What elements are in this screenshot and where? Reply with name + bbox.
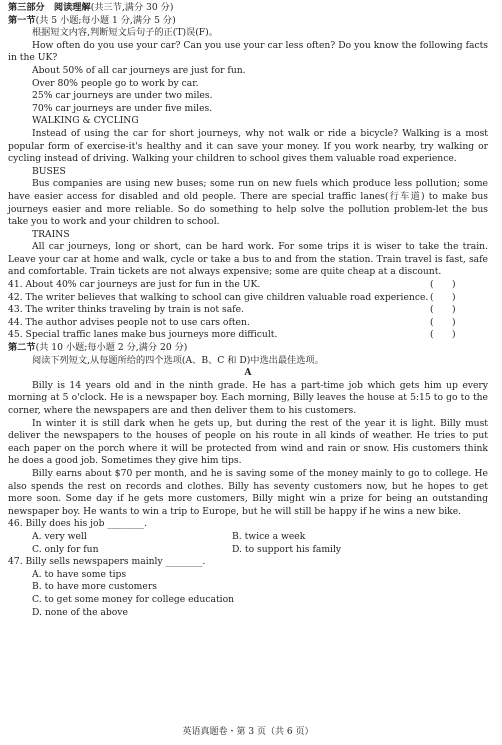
para-trains: All car journeys, long or short, can be hard work. For some trips it is wiser to take the train. Leave your car at home and walk, cycle or take a bus to and from the station. Train travel is fast, safe and comfortable. Train tickets are not always expensive; some are quite cheap at a discount. — [8, 241, 488, 278]
page-footer: 英语真题卷・第 3 页（共 6 页） — [182, 727, 314, 737]
part3-title: 第三部分 阅读理解 — [8, 2, 91, 13]
passage-label: A — [244, 367, 252, 379]
question-46-option-b[interactable]: B. twice a week — [232, 530, 306, 542]
heading-walking: WALKING & CYCLING — [32, 115, 139, 127]
section2-heading — [8, 342, 488, 355]
section1-note: (共 5 小题;每小题 1 分,满分 5 分) — [35, 14, 176, 26]
question-46-option-c[interactable]: C. only for fun — [32, 543, 99, 555]
fact-3: 25% car journeys are under two miles. — [32, 90, 213, 102]
question-45 — [8, 329, 488, 342]
para-buses: Bus companies are using new buses; some run on new fuels which produce less pollution; some have easier access for disabled and old people. There are special traffic lanes(行车道) to make bus journeys easier and more reliable. So do something to help solve the pollution problem-let the bus take you to work and your children to school. — [8, 178, 488, 228]
question-44 — [8, 317, 488, 330]
question-47-stem: 47. Billy sells newspapers mainly ________. — [8, 556, 206, 568]
part3-title-note: (共三节,满分 30 分) — [90, 2, 174, 13]
question-43-text: 43. The writer thinks traveling by train is not safe. — [8, 304, 244, 316]
question-43-answer-box[interactable]: ( ) — [430, 304, 456, 316]
fact-2: Over 80% people go to work by car. — [32, 77, 199, 89]
question-46-options-row-2 — [8, 544, 488, 557]
question-44-text: 44. The author advises people not to use cars often. — [8, 316, 250, 328]
heading-buses: BUSES — [32, 165, 66, 177]
question-42-text: 42. The writer believes that walking to school can give children valuable road experience. — [8, 291, 429, 303]
section2-title: 第二节 — [8, 342, 36, 354]
question-47-option-c[interactable]: C. to get some money for college education — [32, 593, 235, 605]
question-47-option-b[interactable]: B. to have more customers — [32, 581, 157, 593]
section2-instruction: 阅读下列短文,从每题所给的四个选项(A、B、C 和 D)中选出最佳选项。 — [32, 354, 324, 366]
question-46-option-d[interactable]: D. to support his family — [232, 543, 342, 555]
section1-intro: How often do you use your car? Can you use your car less often? Do you know the following facts in the UK? — [8, 39, 488, 64]
question-47-option-d[interactable]: D. none of the above — [32, 606, 128, 618]
section1-instruction: 根据短文内容,判断短文后句子的正(T)误(F)。 — [32, 27, 218, 39]
question-47-option-a[interactable]: A. to have some tips — [32, 568, 127, 580]
question-41-answer-box[interactable]: ( ) — [430, 279, 456, 291]
question-46-option-a[interactable]: A. very well — [32, 530, 87, 542]
section1-title: 第一节 — [8, 14, 36, 26]
question-44-answer-box[interactable]: ( ) — [430, 316, 456, 328]
question-46-options-row-1 — [8, 531, 488, 544]
question-41-text: 41. About 40% car journeys are just for fun in the UK. — [8, 279, 261, 291]
question-43 — [8, 304, 488, 317]
para-walking: Instead of using the car for short journeys, why not walk or ride a bicycle? Walking is a most popular form of exercise-it's healthy and it can save your money. If you work nearby, try walking or cycling instead of driving. Walking your children to school gives them valuable road experience. — [8, 127, 488, 165]
question-42 — [8, 292, 488, 305]
heading-trains: TRAINS — [32, 228, 70, 240]
question-45-text: 45. Special traffic lanes make bus journeys more difficult. — [8, 329, 278, 341]
fact-4: 70% car journeys are under five miles. — [32, 102, 213, 114]
fact-1: About 50% of all car journeys are just for fun. — [32, 64, 246, 76]
question-41 — [8, 279, 488, 292]
exam-page — [8, 2, 488, 737]
section1-heading — [8, 15, 488, 28]
question-46-stem: 46. Billy does his job ________. — [8, 518, 148, 530]
passage-a-paragraph-3: Billy earns about $70 per month, and he is saving some of the money mainly to go to college. He also spends the rest on records and clothes. Billy has seventy customers now, but he hopes to get more soon. Some day if he gets more customers, Billy might win a prize for being an outstanding newspaper boy. He wants to win a trip to Europe, but he will still be happy if he wins a new bike. — [8, 467, 488, 517]
question-42-answer-box[interactable]: ( ) — [430, 291, 456, 303]
passage-a-paragraph-1: Billy is 14 years old and in the ninth grade. He has a part-time job which gets him up every morning at 5 o'clock. He is a newspaper boy. Each morning, Billy leaves the house at 5:15 to go to the corner, where the newspapers are and then deliver them to his customers. — [8, 379, 488, 416]
question-45-answer-box[interactable]: ( ) — [430, 329, 456, 341]
part3-heading — [8, 2, 488, 15]
passage-a-paragraph-2: In winter it is still dark when he gets up, but during the rest of the year it is light. Billy must deliver the newspapers to the houses of people on his route in all kinds of weather. He tries to put each paper on the porch where it will be protected from wind and rain or snow. His customers think he does a good job. Sometimes they give him tips. — [8, 417, 488, 467]
section2-note: (共 10 小题;每小题 2 分,满分 20 分) — [35, 342, 188, 354]
